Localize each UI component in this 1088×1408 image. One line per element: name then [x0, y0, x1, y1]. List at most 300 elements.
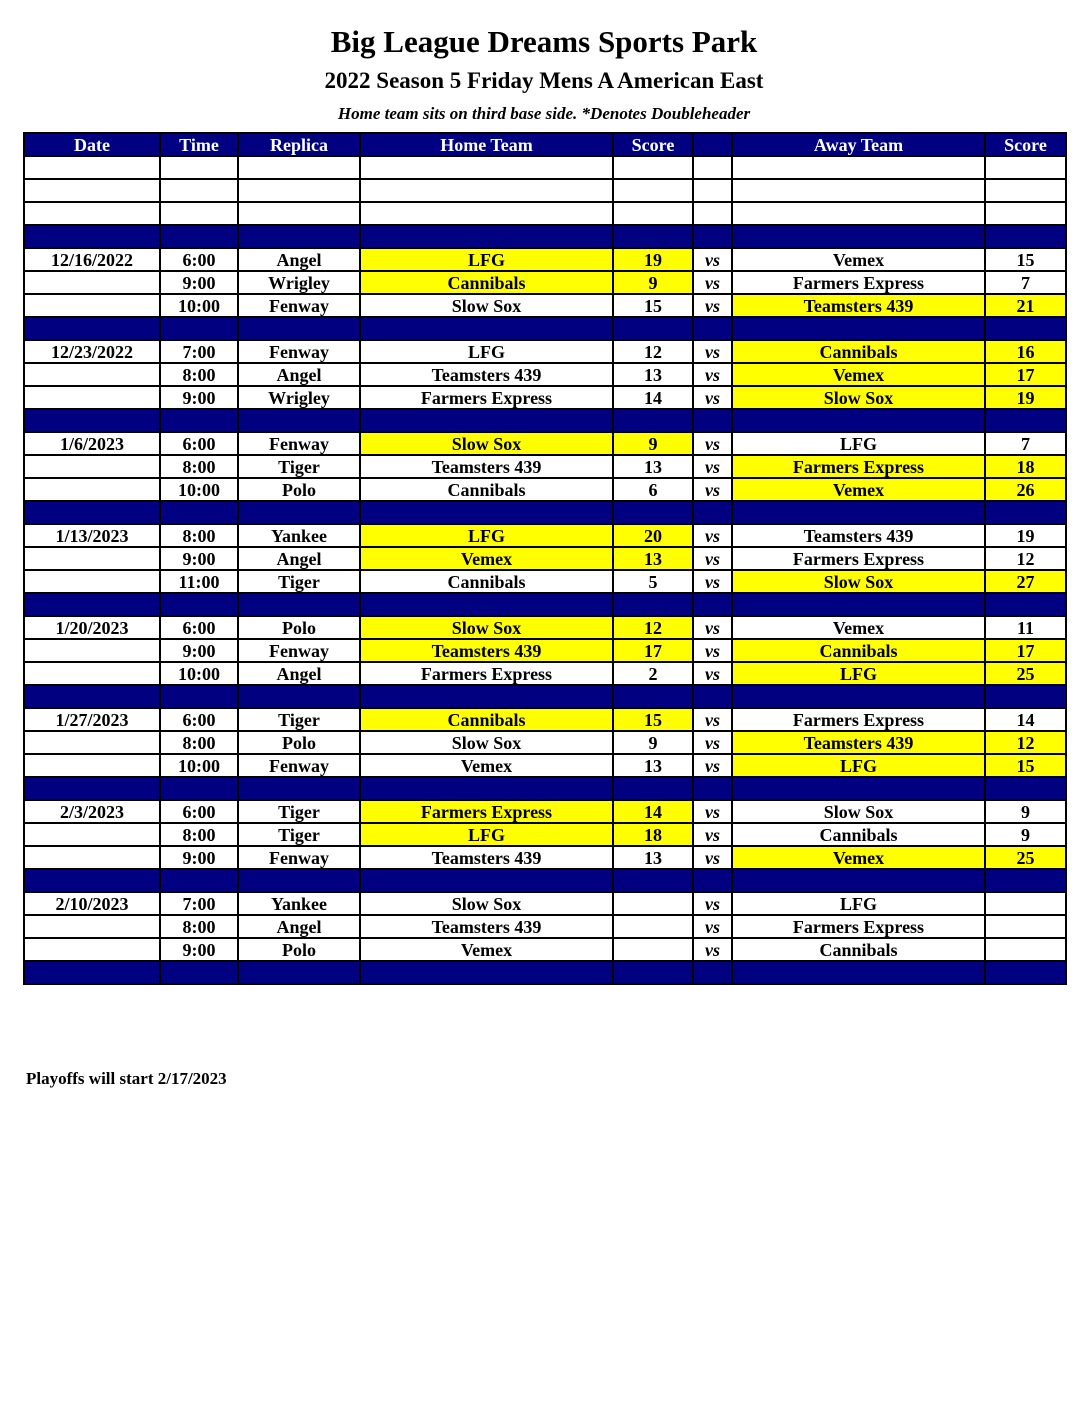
vs-label: vs	[693, 478, 732, 501]
home-score: 20	[613, 524, 693, 547]
home-score: 17	[613, 639, 693, 662]
separator-cell	[985, 225, 1066, 248]
game-date	[24, 547, 160, 570]
separator-cell	[24, 869, 160, 892]
blank-cell	[360, 179, 613, 202]
game-row	[24, 432, 1066, 455]
away-team: Vemex	[732, 616, 985, 639]
game-date	[24, 823, 160, 846]
blank-cell	[693, 156, 732, 179]
home-score: 13	[613, 846, 693, 869]
game-replica-field: Fenway	[238, 754, 360, 777]
game-row	[24, 455, 1066, 478]
game-date	[24, 363, 160, 386]
away-team: Slow Sox	[732, 570, 985, 593]
playoffs-note: Playoffs will start 2/17/2023	[26, 1069, 227, 1088]
vs-label: vs	[693, 432, 732, 455]
game-date: 1/6/2023	[24, 432, 160, 455]
game-time: 10:00	[160, 754, 238, 777]
blank-row	[24, 202, 1066, 225]
separator-cell	[985, 777, 1066, 800]
game-replica-field: Angel	[238, 547, 360, 570]
separator-cell	[160, 501, 238, 524]
separator-cell	[238, 593, 360, 616]
home-score	[613, 938, 693, 961]
home-score: 15	[613, 708, 693, 731]
separator-cell	[693, 961, 732, 984]
away-score: 25	[985, 662, 1066, 685]
away-team: Vemex	[732, 846, 985, 869]
vs-label: vs	[693, 524, 732, 547]
separator-cell	[985, 961, 1066, 984]
game-replica-field: Fenway	[238, 846, 360, 869]
game-row	[24, 754, 1066, 777]
separator-cell	[613, 869, 693, 892]
away-team: Cannibals	[732, 823, 985, 846]
vs-label: vs	[693, 938, 732, 961]
blank-cell	[360, 156, 613, 179]
separator-cell	[732, 961, 985, 984]
col-home-score: Score	[613, 133, 693, 156]
blank-cell	[693, 179, 732, 202]
schedule-table	[23, 132, 1067, 985]
game-row	[24, 570, 1066, 593]
away-team: Farmers Express	[732, 271, 985, 294]
separator-cell	[238, 317, 360, 340]
vs-label: vs	[693, 892, 732, 915]
blank-cell	[238, 202, 360, 225]
home-team: Farmers Express	[360, 662, 613, 685]
separator-row	[24, 501, 1066, 524]
vs-label: vs	[693, 294, 732, 317]
col-time: Time	[160, 133, 238, 156]
game-row	[24, 846, 1066, 869]
away-team: LFG	[732, 432, 985, 455]
away-score: 27	[985, 570, 1066, 593]
home-score: 13	[613, 363, 693, 386]
game-time: 10:00	[160, 294, 238, 317]
away-score: 26	[985, 478, 1066, 501]
home-score: 13	[613, 547, 693, 570]
home-team: Slow Sox	[360, 892, 613, 915]
away-score	[985, 938, 1066, 961]
separator-row	[24, 317, 1066, 340]
game-replica-field: Angel	[238, 363, 360, 386]
game-time: 9:00	[160, 639, 238, 662]
game-replica-field: Tiger	[238, 570, 360, 593]
game-replica-field: Fenway	[238, 639, 360, 662]
separator-cell	[238, 869, 360, 892]
separator-cell	[238, 685, 360, 708]
game-date: 2/3/2023	[24, 800, 160, 823]
away-score	[985, 915, 1066, 938]
game-date	[24, 731, 160, 754]
game-replica-field: Polo	[238, 478, 360, 501]
game-row	[24, 892, 1066, 915]
separator-row	[24, 409, 1066, 432]
blank-cell	[732, 156, 985, 179]
home-score: 15	[613, 294, 693, 317]
game-time: 6:00	[160, 708, 238, 731]
separator-cell	[160, 685, 238, 708]
vs-label: vs	[693, 662, 732, 685]
away-score	[985, 892, 1066, 915]
game-time: 11:00	[160, 570, 238, 593]
game-time: 10:00	[160, 478, 238, 501]
home-team: Vemex	[360, 547, 613, 570]
away-score: 16	[985, 340, 1066, 363]
game-replica-field: Tiger	[238, 708, 360, 731]
away-team: Teamsters 439	[732, 524, 985, 547]
blank-cell	[238, 156, 360, 179]
home-score: 14	[613, 800, 693, 823]
vs-label: vs	[693, 754, 732, 777]
separator-cell	[613, 317, 693, 340]
separator-cell	[238, 409, 360, 432]
separator-cell	[613, 685, 693, 708]
away-team: LFG	[732, 662, 985, 685]
vs-label: vs	[693, 846, 732, 869]
away-score: 9	[985, 823, 1066, 846]
blank-cell	[160, 202, 238, 225]
header-row	[24, 133, 1066, 156]
separator-cell	[24, 593, 160, 616]
game-replica-field: Polo	[238, 731, 360, 754]
away-score: 17	[985, 639, 1066, 662]
game-replica-field: Polo	[238, 938, 360, 961]
away-team: Teamsters 439	[732, 294, 985, 317]
home-score: 6	[613, 478, 693, 501]
separator-cell	[160, 869, 238, 892]
col-home-team: Home Team	[360, 133, 613, 156]
away-team: Cannibals	[732, 340, 985, 363]
separator-cell	[693, 685, 732, 708]
away-score: 21	[985, 294, 1066, 317]
separator-cell	[732, 317, 985, 340]
separator-cell	[24, 777, 160, 800]
game-row	[24, 731, 1066, 754]
separator-cell	[360, 501, 613, 524]
separator-cell	[24, 501, 160, 524]
vs-label: vs	[693, 731, 732, 754]
away-team: Cannibals	[732, 639, 985, 662]
game-replica-field: Yankee	[238, 892, 360, 915]
game-replica-field: Tiger	[238, 455, 360, 478]
blank-cell	[160, 156, 238, 179]
separator-cell	[613, 593, 693, 616]
game-replica-field: Fenway	[238, 294, 360, 317]
separator-cell	[985, 593, 1066, 616]
vs-label: vs	[693, 271, 732, 294]
game-date	[24, 455, 160, 478]
separator-cell	[360, 961, 613, 984]
home-team: Cannibals	[360, 708, 613, 731]
separator-cell	[360, 869, 613, 892]
vs-label: vs	[693, 363, 732, 386]
away-team: Vemex	[732, 363, 985, 386]
game-row	[24, 294, 1066, 317]
away-team: Farmers Express	[732, 915, 985, 938]
away-team: Slow Sox	[732, 386, 985, 409]
separator-cell	[160, 225, 238, 248]
game-time: 6:00	[160, 800, 238, 823]
away-score: 19	[985, 524, 1066, 547]
home-score: 5	[613, 570, 693, 593]
separator-row	[24, 685, 1066, 708]
home-score: 12	[613, 340, 693, 363]
separator-cell	[360, 593, 613, 616]
home-score: 9	[613, 432, 693, 455]
away-score: 7	[985, 432, 1066, 455]
vs-label: vs	[693, 915, 732, 938]
separator-cell	[693, 593, 732, 616]
separator-cell	[732, 225, 985, 248]
separator-cell	[613, 501, 693, 524]
separator-cell	[160, 409, 238, 432]
away-score: 25	[985, 846, 1066, 869]
away-score: 18	[985, 455, 1066, 478]
game-row	[24, 340, 1066, 363]
separator-cell	[613, 409, 693, 432]
separator-cell	[693, 225, 732, 248]
page-title: Big League Dreams Sports Park	[330, 24, 758, 59]
separator-cell	[238, 501, 360, 524]
game-date: 2/10/2023	[24, 892, 160, 915]
home-team: Vemex	[360, 754, 613, 777]
separator-cell	[160, 961, 238, 984]
home-score: 19	[613, 248, 693, 271]
blank-cell	[24, 202, 160, 225]
game-date	[24, 271, 160, 294]
blank-cell	[693, 202, 732, 225]
home-score	[613, 915, 693, 938]
blank-cell	[732, 202, 985, 225]
game-replica-field: Angel	[238, 662, 360, 685]
blank-cell	[24, 156, 160, 179]
home-team: Teamsters 439	[360, 455, 613, 478]
vs-label: vs	[693, 547, 732, 570]
separator-cell	[24, 961, 160, 984]
col-away-team: Away Team	[732, 133, 985, 156]
vs-label: vs	[693, 708, 732, 731]
home-team: Farmers Express	[360, 386, 613, 409]
blank-row	[24, 156, 1066, 179]
home-team: Slow Sox	[360, 616, 613, 639]
game-date	[24, 915, 160, 938]
vs-label: vs	[693, 800, 732, 823]
game-replica-field: Fenway	[238, 340, 360, 363]
separator-cell	[985, 409, 1066, 432]
game-replica-field: Tiger	[238, 823, 360, 846]
separator-cell	[360, 685, 613, 708]
vs-label: vs	[693, 386, 732, 409]
vs-label: vs	[693, 639, 732, 662]
separator-cell	[360, 409, 613, 432]
separator-cell	[985, 501, 1066, 524]
game-row	[24, 386, 1066, 409]
separator-cell	[24, 685, 160, 708]
blank-cell	[24, 179, 160, 202]
separator-cell	[693, 501, 732, 524]
home-team: Teamsters 439	[360, 846, 613, 869]
blank-cell	[732, 179, 985, 202]
game-time: 8:00	[160, 363, 238, 386]
game-time: 8:00	[160, 524, 238, 547]
game-row	[24, 823, 1066, 846]
game-row	[24, 708, 1066, 731]
vs-label: vs	[693, 455, 732, 478]
game-time: 7:00	[160, 892, 238, 915]
game-time: 10:00	[160, 662, 238, 685]
away-team: LFG	[732, 892, 985, 915]
vs-label: vs	[693, 823, 732, 846]
separator-cell	[238, 777, 360, 800]
game-time: 7:00	[160, 340, 238, 363]
separator-cell	[985, 317, 1066, 340]
separator-row	[24, 869, 1066, 892]
separator-cell	[360, 225, 613, 248]
game-row	[24, 616, 1066, 639]
blank-cell	[160, 179, 238, 202]
away-team: Vemex	[732, 478, 985, 501]
game-time: 8:00	[160, 915, 238, 938]
home-team: LFG	[360, 248, 613, 271]
separator-cell	[160, 317, 238, 340]
home-score	[613, 892, 693, 915]
separator-cell	[693, 317, 732, 340]
separator-cell	[732, 869, 985, 892]
home-score: 13	[613, 754, 693, 777]
separator-row	[24, 593, 1066, 616]
separator-cell	[24, 409, 160, 432]
game-row	[24, 363, 1066, 386]
blank-cell	[985, 156, 1066, 179]
game-replica-field: Wrigley	[238, 386, 360, 409]
home-team: Vemex	[360, 938, 613, 961]
vs-label: vs	[693, 340, 732, 363]
away-team: Farmers Express	[732, 547, 985, 570]
separator-cell	[732, 409, 985, 432]
league-subtitle: 2022 Season 5 Friday Mens A American East	[324, 68, 764, 93]
home-team: Cannibals	[360, 478, 613, 501]
game-time: 9:00	[160, 386, 238, 409]
home-score: 9	[613, 731, 693, 754]
separator-cell	[360, 317, 613, 340]
game-time: 8:00	[160, 823, 238, 846]
col-date: Date	[24, 133, 160, 156]
home-team: Cannibals	[360, 271, 613, 294]
separator-row	[24, 961, 1066, 984]
home-score: 12	[613, 616, 693, 639]
away-score: 11	[985, 616, 1066, 639]
away-team: Slow Sox	[732, 800, 985, 823]
blank-row	[24, 179, 1066, 202]
separator-cell	[732, 777, 985, 800]
separator-cell	[693, 869, 732, 892]
separator-cell	[613, 777, 693, 800]
col-away-score: Score	[985, 133, 1066, 156]
away-team: Farmers Express	[732, 708, 985, 731]
game-date: 12/23/2022	[24, 340, 160, 363]
home-score: 13	[613, 455, 693, 478]
separator-row	[24, 777, 1066, 800]
game-row	[24, 800, 1066, 823]
separator-cell	[693, 777, 732, 800]
separator-cell	[160, 777, 238, 800]
home-team: Farmers Express	[360, 800, 613, 823]
vs-label: vs	[693, 616, 732, 639]
game-replica-field: Angel	[238, 915, 360, 938]
game-row	[24, 662, 1066, 685]
game-row	[24, 478, 1066, 501]
separator-cell	[24, 317, 160, 340]
schedule-note: Home team sits on third base side. *Denotes Doubleheader	[337, 104, 751, 123]
game-row	[24, 524, 1066, 547]
game-date: 1/27/2023	[24, 708, 160, 731]
separator-row	[24, 225, 1066, 248]
game-row	[24, 639, 1066, 662]
game-date	[24, 639, 160, 662]
col-vs	[693, 133, 732, 156]
home-team: LFG	[360, 524, 613, 547]
away-score: 9	[985, 800, 1066, 823]
separator-cell	[613, 961, 693, 984]
game-replica-field: Angel	[238, 248, 360, 271]
separator-cell	[985, 685, 1066, 708]
game-time: 8:00	[160, 455, 238, 478]
game-replica-field: Wrigley	[238, 271, 360, 294]
game-time: 9:00	[160, 846, 238, 869]
game-time: 6:00	[160, 616, 238, 639]
game-time: 6:00	[160, 432, 238, 455]
separator-cell	[160, 593, 238, 616]
game-date	[24, 846, 160, 869]
game-row	[24, 248, 1066, 271]
away-score: 15	[985, 754, 1066, 777]
vs-label: vs	[693, 248, 732, 271]
away-score: 12	[985, 731, 1066, 754]
separator-cell	[732, 593, 985, 616]
game-replica-field: Tiger	[238, 800, 360, 823]
separator-cell	[732, 501, 985, 524]
game-row	[24, 938, 1066, 961]
home-score: 18	[613, 823, 693, 846]
blank-cell	[613, 156, 693, 179]
game-replica-field: Fenway	[238, 432, 360, 455]
separator-cell	[693, 409, 732, 432]
game-replica-field: Polo	[238, 616, 360, 639]
game-date	[24, 386, 160, 409]
col-replica: Replica	[238, 133, 360, 156]
game-date	[24, 294, 160, 317]
game-row	[24, 547, 1066, 570]
away-score: 7	[985, 271, 1066, 294]
home-team: LFG	[360, 823, 613, 846]
home-team: Slow Sox	[360, 294, 613, 317]
blank-cell	[238, 179, 360, 202]
blank-cell	[985, 202, 1066, 225]
game-date	[24, 662, 160, 685]
away-team: Vemex	[732, 248, 985, 271]
game-date	[24, 754, 160, 777]
game-date	[24, 478, 160, 501]
game-replica-field: Yankee	[238, 524, 360, 547]
game-time: 9:00	[160, 938, 238, 961]
blank-cell	[985, 179, 1066, 202]
schedule-body	[24, 156, 1066, 984]
home-score: 2	[613, 662, 693, 685]
away-score: 15	[985, 248, 1066, 271]
